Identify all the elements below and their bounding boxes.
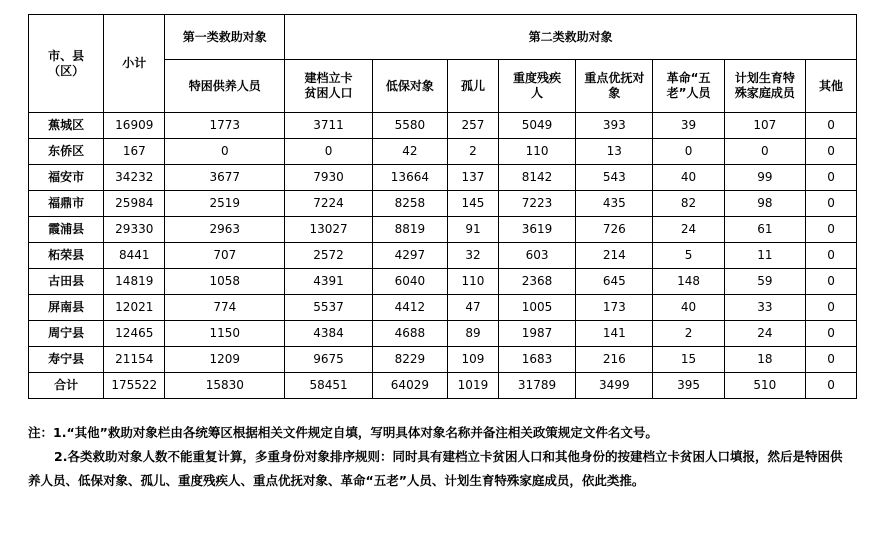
cell-zhongdianyoufu: 435 [576, 191, 653, 217]
document-page [0, 14, 885, 554]
table-row [29, 139, 857, 165]
header-sub-qita [806, 60, 857, 113]
cell-dibao: 8819 [372, 217, 447, 243]
table-row-total [29, 373, 857, 399]
cell-jihuashengyu: 11 [724, 243, 805, 269]
header-sub-jihuashengyu [724, 60, 805, 113]
cell-qita: 0 [806, 373, 857, 399]
cell-jiandanglika: 7930 [285, 165, 372, 191]
footnote-2-cont: 养人员、低保对象、孤儿、重度残疾人、重点优抚对象、革命“五老”人员、计划生育特殊家庭成员，依此类推。 [28, 472, 645, 488]
cell-teknuyang: 1058 [165, 269, 285, 295]
row-region: 东侨区 [29, 139, 104, 165]
cell-zhongducanji: 5049 [498, 113, 575, 139]
cell-wulao: 0 [653, 139, 724, 165]
header-sub-line: 人 [531, 86, 544, 100]
header-sub-line: 革命“五 [666, 71, 711, 85]
cell-teknuyang: 1773 [165, 113, 285, 139]
row-region: 屏南县 [29, 295, 104, 321]
table-row [29, 217, 857, 243]
header-sub-jiandanglika [285, 60, 372, 113]
cell-teknuyang: 1150 [165, 321, 285, 347]
cell-jihuashengyu: 107 [724, 113, 805, 139]
table-body [29, 113, 857, 399]
header-sub-line: 特困供养人员 [188, 78, 261, 93]
cell-subtotal: 16909 [104, 113, 165, 139]
cell-zhongducanji: 1005 [498, 295, 575, 321]
header-sub-wulao [653, 60, 724, 113]
header-sub-line: 殊家庭成员 [734, 86, 795, 100]
footnote-2: 2.各类救助对象人数不能重复计算，多重身份对象排序规则：同时具有建档立卡贫困人口和其他身份的按建档立卡贫困人口填报，然后是特困供 [54, 448, 843, 464]
header-sub-line: 老”人员 [666, 86, 711, 100]
row-region: 福安市 [29, 165, 104, 191]
header-sub-line: 贫困人口 [304, 86, 353, 100]
table-row [29, 191, 857, 217]
header-subtotal: 小计 [104, 15, 165, 113]
cell-wulao: 39 [653, 113, 724, 139]
cell-dibao: 42 [372, 139, 447, 165]
cell-jihuashengyu: 24 [724, 321, 805, 347]
header-sub-zhongdianyoufu [576, 60, 653, 113]
table-row [29, 165, 857, 191]
table-row [29, 269, 857, 295]
cell-wulao: 40 [653, 165, 724, 191]
cell-zhongducanji: 8142 [498, 165, 575, 191]
cell-jihuashengyu: 61 [724, 217, 805, 243]
header-sub-line: 建档立卡 [304, 71, 353, 85]
cell-teknuyang: 0 [165, 139, 285, 165]
cell-guer: 91 [448, 217, 499, 243]
table-row [29, 113, 857, 139]
cell-jihuashengyu: 59 [724, 269, 805, 295]
cell-guer: 145 [448, 191, 499, 217]
row-region: 合计 [29, 373, 104, 399]
cell-jiandanglika: 4391 [285, 269, 372, 295]
cell-jiandanglika: 13027 [285, 217, 372, 243]
cell-qita: 0 [806, 243, 857, 269]
cell-dibao: 64029 [372, 373, 447, 399]
table-row [29, 321, 857, 347]
cell-subtotal: 34232 [104, 165, 165, 191]
cell-jihuashengyu: 510 [724, 373, 805, 399]
cell-zhongdianyoufu: 216 [576, 347, 653, 373]
cell-zhongdianyoufu: 3499 [576, 373, 653, 399]
cell-wulao: 82 [653, 191, 724, 217]
header-sub-zhongducanji [498, 60, 575, 113]
cell-guer: 32 [448, 243, 499, 269]
cell-guer: 137 [448, 165, 499, 191]
cell-teknuyang: 15830 [165, 373, 285, 399]
cell-subtotal: 8441 [104, 243, 165, 269]
cell-zhongdianyoufu: 726 [576, 217, 653, 243]
cell-jiandanglika: 58451 [285, 373, 372, 399]
cell-teknuyang: 3677 [165, 165, 285, 191]
cell-qita: 0 [806, 269, 857, 295]
cell-subtotal: 21154 [104, 347, 165, 373]
cell-zhongdianyoufu: 173 [576, 295, 653, 321]
cell-guer: 257 [448, 113, 499, 139]
cell-jiandanglika: 7224 [285, 191, 372, 217]
row-region: 周宁县 [29, 321, 104, 347]
cell-zhongducanji: 31789 [498, 373, 575, 399]
relief-objects-table [28, 14, 857, 399]
header-sub-line: 象 [608, 86, 621, 100]
cell-jiandanglika: 2572 [285, 243, 372, 269]
cell-dibao: 8258 [372, 191, 447, 217]
cell-qita: 0 [806, 347, 857, 373]
cell-jiandanglika: 4384 [285, 321, 372, 347]
table-row [29, 243, 857, 269]
cell-teknuyang: 2519 [165, 191, 285, 217]
footnote-1: 注：1.“其他”救助对象栏由各统筹区根据相关文件规定自填，写明具体对象名称并备注相关政策规定文件名文号。 [28, 425, 658, 440]
cell-subtotal: 25984 [104, 191, 165, 217]
cell-qita: 0 [806, 321, 857, 347]
row-region: 柘荣县 [29, 243, 104, 269]
cell-zhongdianyoufu: 645 [576, 269, 653, 295]
cell-zhongdianyoufu: 543 [576, 165, 653, 191]
table-row [29, 347, 857, 373]
cell-teknuyang: 774 [165, 295, 285, 321]
cell-subtotal: 29330 [104, 217, 165, 243]
header-region-line1: 市、县 [48, 48, 85, 63]
row-region: 蕉城区 [29, 113, 104, 139]
cell-zhongducanji: 3619 [498, 217, 575, 243]
cell-subtotal: 175522 [104, 373, 165, 399]
cell-jiandanglika: 0 [285, 139, 372, 165]
cell-subtotal: 12465 [104, 321, 165, 347]
cell-zhongducanji: 1987 [498, 321, 575, 347]
cell-wulao: 40 [653, 295, 724, 321]
cell-wulao: 24 [653, 217, 724, 243]
row-region: 福鼎市 [29, 191, 104, 217]
header-sub-teknuyang [165, 60, 285, 113]
cell-wulao: 148 [653, 269, 724, 295]
cell-wulao: 5 [653, 243, 724, 269]
cell-guer: 2 [448, 139, 499, 165]
header-region [29, 15, 104, 113]
cell-dibao: 4297 [372, 243, 447, 269]
cell-zhongducanji: 1683 [498, 347, 575, 373]
cell-wulao: 2 [653, 321, 724, 347]
cell-zhongducanji: 2368 [498, 269, 575, 295]
footnotes [28, 421, 858, 492]
cell-zhongducanji: 603 [498, 243, 575, 269]
cell-qita: 0 [806, 139, 857, 165]
header-sub-line: 低保对象 [385, 78, 434, 93]
cell-subtotal: 14819 [104, 269, 165, 295]
cell-guer: 109 [448, 347, 499, 373]
cell-jihuashengyu: 98 [724, 191, 805, 217]
cell-zhongdianyoufu: 141 [576, 321, 653, 347]
cell-guer: 89 [448, 321, 499, 347]
row-region: 古田县 [29, 269, 104, 295]
cell-guer: 110 [448, 269, 499, 295]
cell-jihuashengyu: 18 [724, 347, 805, 373]
cell-teknuyang: 2963 [165, 217, 285, 243]
cell-zhongdianyoufu: 214 [576, 243, 653, 269]
table-row [29, 295, 857, 321]
cell-jihuashengyu: 33 [724, 295, 805, 321]
header-group2: 第二类救助对象 [285, 15, 857, 60]
cell-qita: 0 [806, 191, 857, 217]
cell-subtotal: 12021 [104, 295, 165, 321]
cell-jiandanglika: 3711 [285, 113, 372, 139]
cell-dibao: 5580 [372, 113, 447, 139]
cell-dibao: 13664 [372, 165, 447, 191]
cell-qita: 0 [806, 217, 857, 243]
cell-zhongducanji: 7223 [498, 191, 575, 217]
header-group1: 第一类救助对象 [165, 15, 285, 60]
cell-qita: 0 [806, 113, 857, 139]
cell-guer: 1019 [448, 373, 499, 399]
row-region: 寿宁县 [29, 347, 104, 373]
cell-dibao: 6040 [372, 269, 447, 295]
cell-dibao: 4412 [372, 295, 447, 321]
header-sub-line: 其他 [819, 78, 844, 93]
header-sub-line: 重点优抚对 [584, 71, 645, 85]
cell-wulao: 395 [653, 373, 724, 399]
header-sub-guer [448, 60, 499, 113]
cell-teknuyang: 707 [165, 243, 285, 269]
table-header [29, 15, 857, 113]
cell-teknuyang: 1209 [165, 347, 285, 373]
cell-jiandanglika: 5537 [285, 295, 372, 321]
cell-wulao: 15 [653, 347, 724, 373]
header-row-top [29, 15, 857, 60]
header-sub-line: 计划生育特 [734, 71, 795, 85]
cell-dibao: 8229 [372, 347, 447, 373]
cell-jihuashengyu: 0 [724, 139, 805, 165]
row-region: 霞浦县 [29, 217, 104, 243]
header-sub-dibao [372, 60, 447, 113]
cell-zhongducanji: 110 [498, 139, 575, 165]
cell-jihuashengyu: 99 [724, 165, 805, 191]
cell-qita: 0 [806, 295, 857, 321]
header-sub-line: 孤儿 [460, 78, 485, 93]
cell-zhongdianyoufu: 13 [576, 139, 653, 165]
cell-subtotal: 167 [104, 139, 165, 165]
header-region-line2: （区） [48, 63, 85, 78]
header-sub-line: 重度残疾 [513, 71, 562, 85]
cell-zhongdianyoufu: 393 [576, 113, 653, 139]
cell-dibao: 4688 [372, 321, 447, 347]
cell-jiandanglika: 9675 [285, 347, 372, 373]
cell-guer: 47 [448, 295, 499, 321]
cell-qita: 0 [806, 165, 857, 191]
